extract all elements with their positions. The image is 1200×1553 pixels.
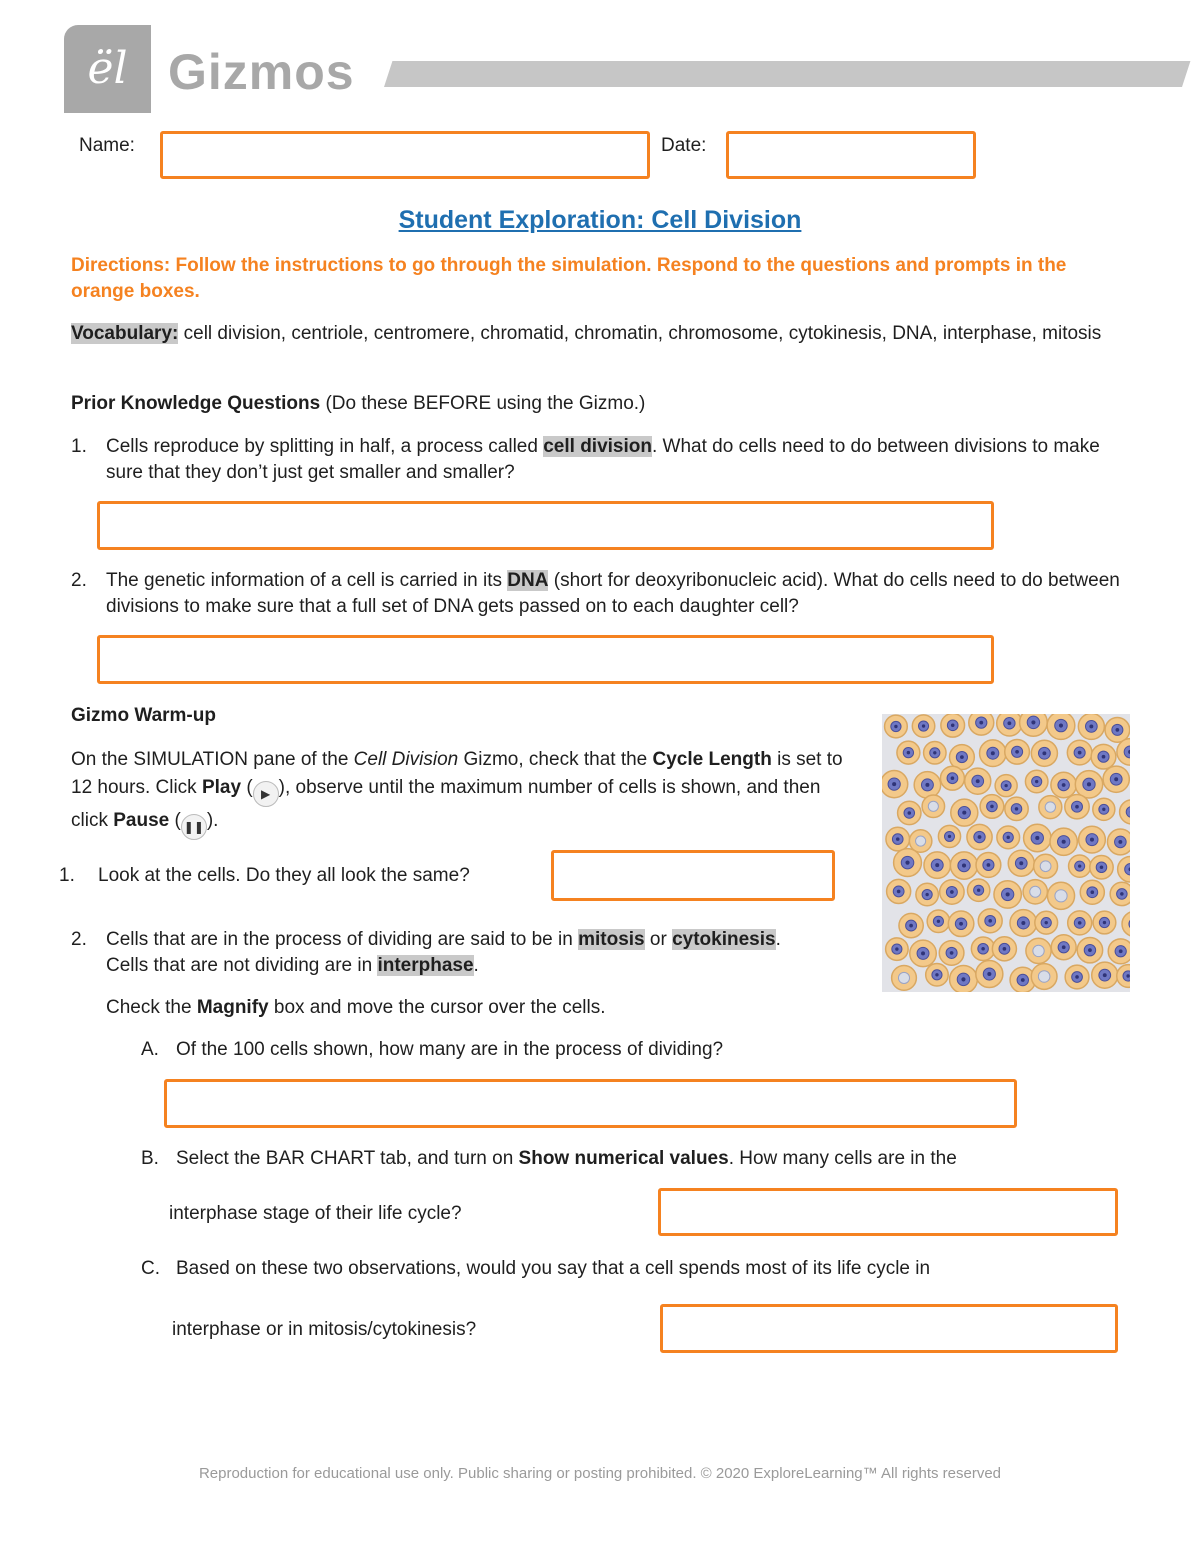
qb-text: [176, 1146, 1096, 1172]
cell: [1025, 770, 1048, 793]
cell: [927, 910, 950, 933]
cell: [976, 960, 1003, 987]
cell: [924, 852, 951, 879]
prior-note: (Do these BEFORE using the Gizmo.): [325, 393, 646, 414]
cell: [899, 913, 923, 937]
cell: [1107, 829, 1130, 855]
cell: [992, 937, 1016, 961]
qc-letter: C.: [141, 1258, 160, 1279]
cycle-length-term: Cycle Length: [652, 749, 772, 770]
magnify-instruction: [106, 995, 606, 1021]
cell: [1118, 856, 1130, 882]
prior-q2-post: (short for deoxyribonucleic acid). What do cells need to do between divisions to make sure that a full set of DNA gets passed on to each daughter cell?: [106, 570, 1120, 617]
cell: [1039, 796, 1062, 819]
cell: [950, 965, 978, 992]
cell: [1075, 771, 1102, 798]
cell: [1120, 800, 1130, 824]
cell: [886, 827, 910, 851]
qb-letter: B.: [141, 1148, 159, 1169]
warmup-q2-t2: or: [644, 929, 673, 950]
cell: [938, 825, 960, 847]
cell: [967, 879, 989, 901]
qb-answer[interactable]: [658, 1188, 1118, 1236]
cell: [1047, 882, 1074, 909]
cells-illustration: [882, 714, 1130, 992]
page-title: Student Exploration: Cell Division: [398, 206, 802, 234]
cell: [924, 742, 946, 764]
cell: [1023, 880, 1047, 904]
pause-icon: ❚❚: [181, 814, 207, 840]
gizmo-name: Cell Division: [353, 749, 459, 770]
cell: [1078, 714, 1104, 739]
magnify-t1: Check the: [106, 997, 197, 1018]
cell: [1031, 964, 1057, 990]
qa-letter: A.: [141, 1039, 159, 1060]
cell: [980, 795, 1004, 819]
cell: [995, 775, 1017, 797]
cell: [1035, 911, 1058, 934]
cell: [1117, 965, 1130, 988]
qb-line2: interphase stage of their life cycle?: [169, 1203, 462, 1224]
cell: [1093, 911, 1116, 934]
cell: [971, 937, 994, 960]
cell: [910, 940, 937, 967]
prior-q2-pre: The genetic information of a cell is carried in its: [106, 570, 508, 591]
cell-simulation-image: [882, 714, 1130, 992]
cell: [914, 772, 940, 798]
vocabulary-label: Vocabulary:: [71, 323, 179, 344]
cell: [1051, 772, 1077, 798]
cell: [1005, 797, 1028, 820]
cell: [950, 852, 977, 879]
footer-copyright: Reproduction for educational use only. Public sharing or posting prohibited. © 2020 ExploreLearning™ All rights reserved: [198, 1465, 1002, 1482]
cell: [997, 714, 1022, 736]
warmup-heading: Gizmo Warm-up: [71, 705, 216, 726]
warmup-q1-number: 1.: [59, 865, 75, 886]
cell: [940, 766, 964, 790]
directions: Directions: Follow the instructions to go through the simulation. Respond to the questions and prompts in the orange boxes.: [71, 255, 1067, 302]
cell: [980, 740, 1007, 767]
cell: [1026, 938, 1051, 963]
cell: [1065, 794, 1089, 818]
warmup-q2-t4: .: [473, 955, 479, 976]
date-field[interactable]: [726, 131, 976, 179]
cell: [1069, 855, 1091, 877]
warmup-paren-1: (: [241, 776, 253, 798]
cell: [897, 741, 920, 764]
warmup-instructions: [71, 746, 861, 840]
warmup-q2-t3: . Cells that are not dividing are in: [106, 929, 781, 976]
cell: [994, 881, 1021, 908]
prior-q1-number: 1.: [71, 436, 87, 457]
warmup-q2-text: [106, 927, 786, 979]
warmup-q1-text: Look at the cells. Do they all look the same?: [98, 865, 470, 886]
qc-line1: Based on these two observations, would you say that a cell spends most of its life cycle in: [176, 1258, 931, 1279]
date-label: Date:: [661, 135, 707, 156]
magnify-term: Magnify: [196, 997, 269, 1018]
vocabulary: [71, 321, 1111, 347]
prior-q1-term: cell division: [543, 436, 652, 457]
qc-answer[interactable]: [660, 1304, 1118, 1353]
cell: [1051, 935, 1076, 960]
cell: [894, 849, 922, 877]
cell: [1008, 850, 1034, 876]
prior-knowledge-heading: [71, 391, 645, 417]
name-label: Name:: [79, 135, 135, 156]
logo-text: Gizmos: [168, 44, 355, 100]
cell: [1031, 740, 1057, 766]
prior-q1-answer[interactable]: [97, 501, 994, 550]
prior-q1-post: . What do cells need to do between divisions to make sure that they don’t just get smaller and smaller?: [106, 436, 1100, 483]
warmup-q1-answer[interactable]: [551, 850, 835, 901]
show-numerical-values-term: Show numerical values: [518, 1148, 729, 1169]
cell: [967, 824, 992, 849]
cytokinesis-term: cytokinesis: [672, 929, 776, 950]
cell: [1065, 965, 1089, 989]
cell: [969, 714, 994, 735]
cell: [997, 826, 1020, 849]
logo-mark: ël: [87, 43, 128, 94]
prior-q1-pre: Cells reproduce by splitting in half, a process called: [106, 436, 544, 457]
vocabulary-terms: cell division, centriole, centromere, chromatid, chromatin, chromosome, cytokinesis, DNA, interphase, mitosis: [183, 323, 1102, 344]
cell: [1103, 766, 1129, 792]
qa-text: Of the 100 cells shown, how many are in the process of dividing?: [176, 1039, 724, 1060]
cell: [1067, 740, 1092, 765]
cell: [1090, 856, 1113, 879]
cell: [885, 715, 908, 738]
cell: [1005, 739, 1030, 764]
prior-q2-answer[interactable]: [97, 635, 994, 684]
cell: [1077, 937, 1102, 962]
cell: [1080, 880, 1104, 904]
cell: [941, 714, 965, 737]
cell: [922, 795, 944, 817]
qa-answer[interactable]: [164, 1079, 1017, 1128]
cell: [882, 771, 908, 798]
cell: [1105, 718, 1130, 743]
cell: [1024, 824, 1051, 851]
cell: [1108, 939, 1130, 964]
cell: [965, 768, 991, 794]
magnify-t2: box and move the cursor over the cells.: [268, 997, 606, 1018]
cell: [1020, 714, 1048, 736]
cell: [1034, 854, 1058, 878]
qb-t1: Select the BAR CHART tab, and turn on: [176, 1148, 519, 1169]
prior-q2-term: DNA: [507, 570, 549, 591]
cell: [1047, 714, 1075, 739]
pause-term: Pause: [113, 809, 170, 831]
cell: [976, 853, 1001, 878]
cell: [948, 911, 974, 937]
cell: [886, 938, 909, 961]
warmup-paren-2: (: [169, 809, 181, 831]
qb-t2: . How many cells are in the: [728, 1148, 957, 1169]
header-bar: [384, 61, 1190, 87]
cell: [892, 966, 917, 991]
name-field[interactable]: [160, 131, 650, 179]
prior-q2-text: [106, 568, 1136, 620]
warmup-q2-number: 2.: [71, 929, 87, 950]
warmup-q2-t1: Cells that are in the process of dividing are said to be in: [106, 929, 579, 950]
cell: [912, 715, 934, 737]
cell: [939, 941, 964, 966]
warmup-text-2: Gizmo, check that the: [458, 749, 653, 770]
warmup-text-4: ), observe until the maximum number of cells is shown, and then click: [71, 776, 821, 831]
cell: [887, 879, 911, 903]
cell: [1091, 744, 1116, 769]
cell: [898, 801, 921, 824]
cell: [1068, 911, 1092, 935]
cell: [1010, 910, 1037, 937]
play-term: Play: [201, 776, 242, 798]
cell: [1110, 882, 1130, 905]
cell: [1092, 962, 1118, 988]
cell: [916, 883, 939, 906]
cell: [1122, 911, 1130, 936]
cell: [951, 799, 978, 826]
cell: [1093, 798, 1115, 820]
qc-line2: interphase or in mitosis/cytokinesis?: [172, 1319, 477, 1340]
cell: [926, 964, 949, 987]
prior-q1-text: [106, 434, 1106, 486]
cell: [940, 880, 964, 904]
prior-q2-number: 2.: [71, 570, 87, 591]
mitosis-term: mitosis: [578, 929, 645, 950]
warmup-text-3: is set to 12 hours. Click: [71, 749, 843, 798]
cell: [1079, 826, 1106, 853]
warmup-text-1: On the SIMULATION pane of the: [71, 749, 354, 770]
prior-heading-text: Prior Knowledge Questions: [71, 393, 321, 414]
cell: [1050, 828, 1077, 855]
play-icon: ▶: [253, 781, 279, 807]
cell: [978, 909, 1002, 933]
interphase-term: interphase: [377, 955, 474, 976]
warmup-text-5: ).: [206, 809, 219, 831]
